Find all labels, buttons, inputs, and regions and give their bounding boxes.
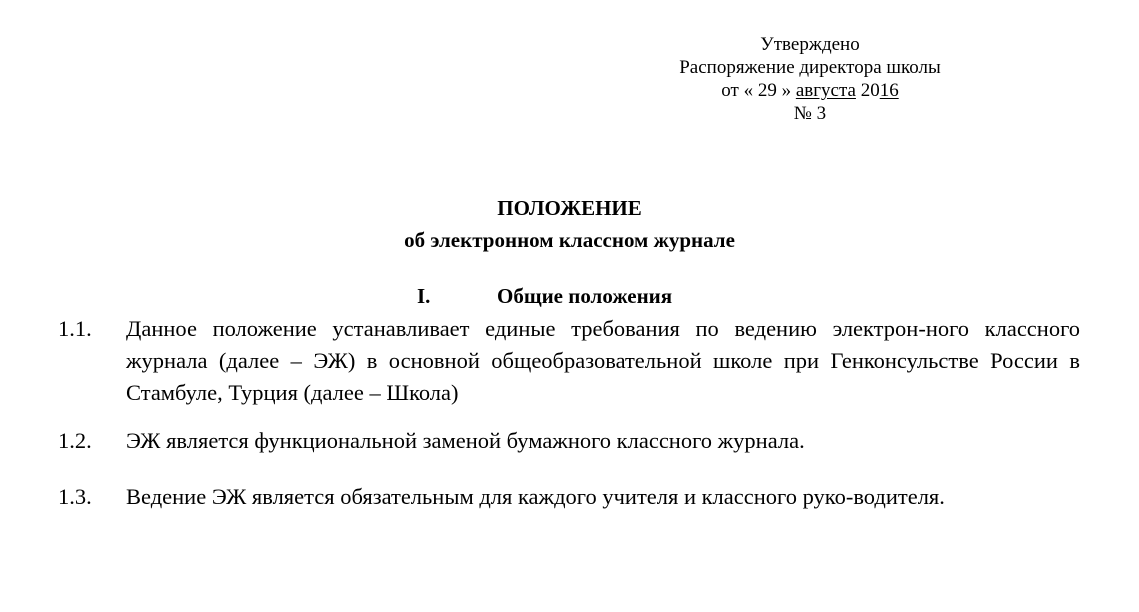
list-item — [58, 313, 1080, 409]
list-item — [58, 481, 1080, 513]
approval-date-prefix: от « 29 » — [721, 80, 792, 101]
section-heading — [0, 284, 1139, 310]
approval-date-year — [861, 80, 899, 101]
section-number: I. — [417, 284, 431, 308]
document-subtitle: об электронном классном журнале — [404, 228, 735, 252]
list-item-number: 1.1. — [58, 316, 92, 341]
approval-date-year-prefix: 20 — [860, 80, 880, 101]
list-item-text: Данное положение устанавливает единые требования по ведению электрон-ного классного журнала (далее – ЭЖ) в основной общеобразовательной школе при Генконсульстве России в Стамбуле, Турция (далее – Школа) — [126, 316, 1080, 405]
list-item-text: Ведение ЭЖ является обязательным для каждого учителя и классного руко-водителя. — [126, 484, 945, 509]
section-title: Общие положения — [497, 284, 673, 308]
document-title: ПОЛОЖЕНИЕ — [497, 196, 642, 220]
list-item-number: 1.3. — [58, 484, 92, 509]
approval-date-year-suffix: 16 — [879, 80, 899, 101]
approval-block — [600, 33, 1020, 125]
list-item-number: 1.2. — [58, 428, 92, 453]
approval-number: № 3 — [793, 103, 827, 124]
approval-order: Распоряжение директора школы — [679, 57, 941, 78]
list-item-text: ЭЖ является функциональной заменой бумажного классного журнала. — [126, 428, 805, 453]
list-item — [58, 425, 1080, 457]
approval-date-month: августа — [795, 80, 856, 101]
approval-date — [600, 79, 1020, 102]
approval-title: Утверждено — [760, 34, 860, 55]
